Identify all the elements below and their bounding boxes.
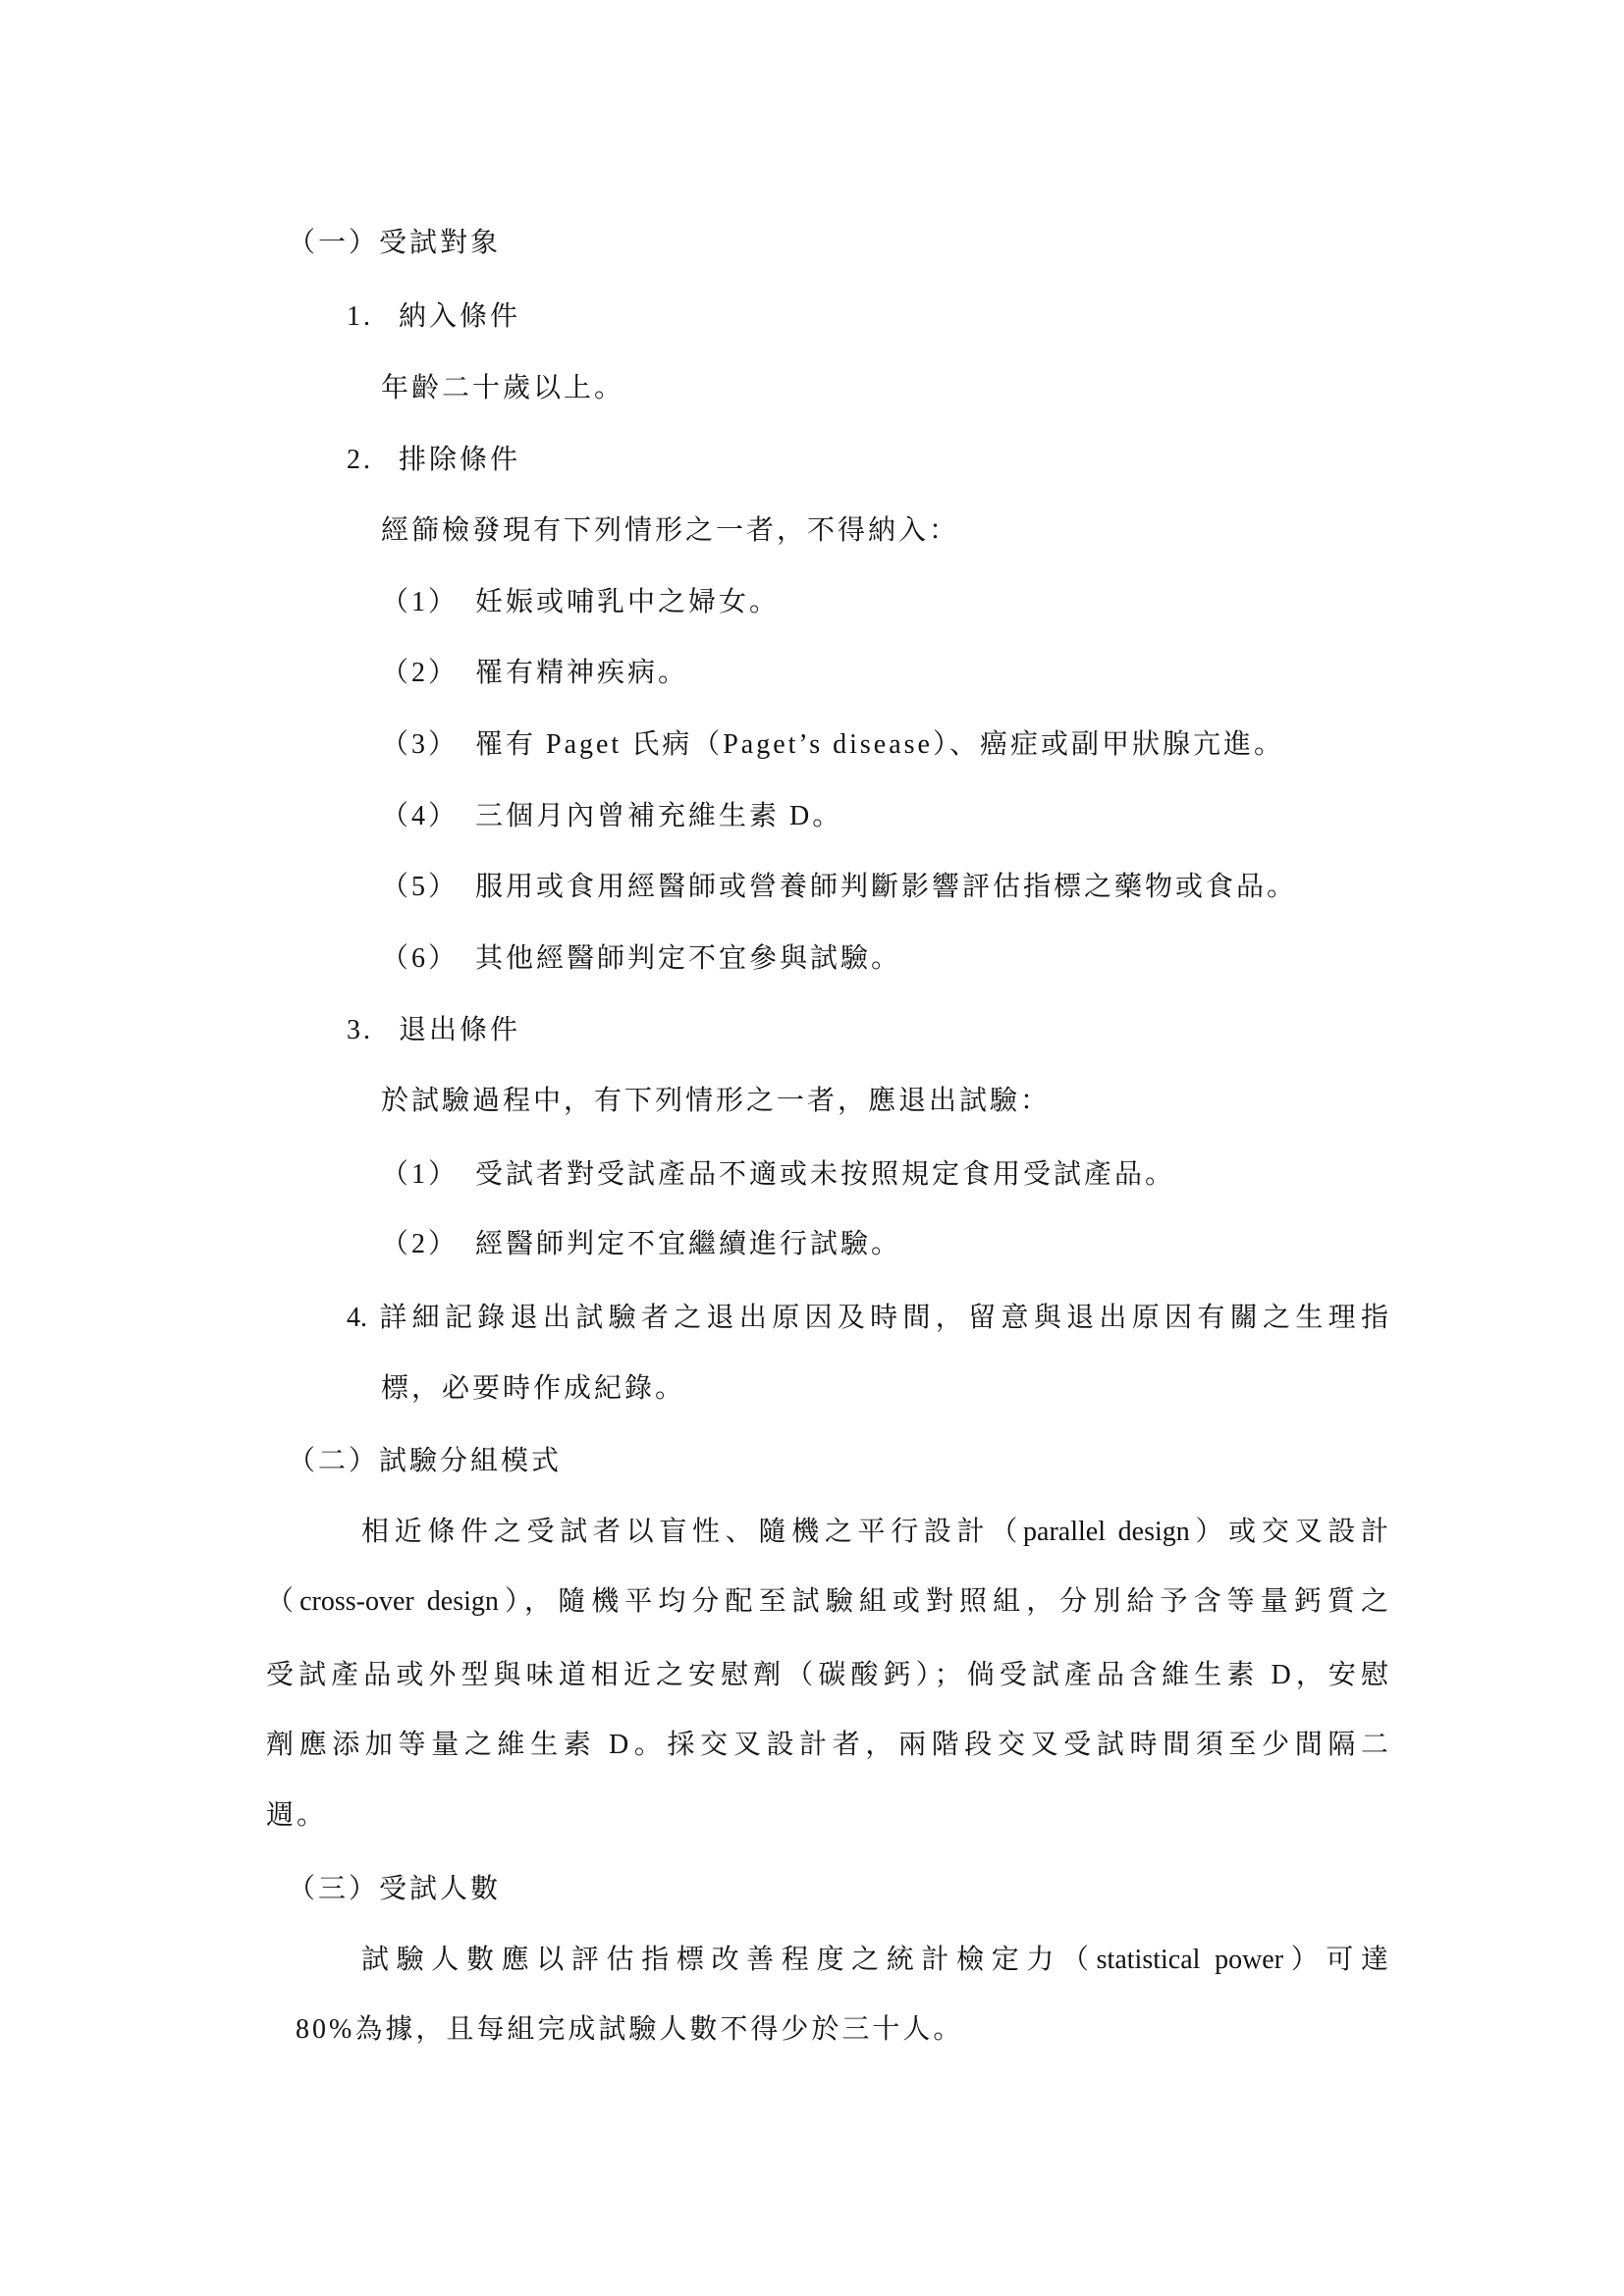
inclusion-heading: 納入條件	[399, 301, 521, 332]
sample-size-paragraph-line: 80%為據，且每組完成試驗人數不得少於三十人。	[296, 2014, 964, 2045]
grouping-paragraph-line: 受試產品或外型與味道相近之安慰劑（碳酸鈣）；倘受試產品含維生素 D，安慰	[266, 1660, 1388, 1690]
exclusion-item-text: 罹有 Paget 氏病（Paget’s disease）、癌症或副甲狀腺亢進。	[475, 729, 1284, 760]
exclusion-item-number: （2）	[381, 658, 460, 688]
exclusion-item-number: （1）	[381, 587, 460, 617]
exclusion-intro: 經篩檢發現有下列情形之一者，不得納入：	[381, 515, 960, 546]
section-1-heading: （一）受試對象	[288, 228, 502, 258]
withdrawal-item-number: （2）	[381, 1229, 460, 1259]
withdrawal-item-number: （1）	[381, 1159, 460, 1190]
record-paragraph-line: 標，必要時作成紀錄。	[381, 1373, 686, 1404]
grouping-paragraph-line: 相近條件之受試者以盲性、隨機之平行設計（parallel design）或交叉設計	[361, 1517, 1388, 1547]
sample-size-paragraph-line: 試驗人數應以評估指標改善程度之統計檢定力（statistical power）可達	[361, 1945, 1388, 1975]
exclusion-number: 2.	[347, 445, 373, 475]
record-paragraph-line: 4. 詳細記錄退出試驗者之退出原因及時間，留意與退出原因有關之生理指	[347, 1303, 1388, 1333]
exclusion-heading: 排除條件	[399, 445, 521, 475]
withdrawal-item-text: 經醫師判定不宜繼續進行試驗。	[475, 1229, 902, 1259]
exclusion-item-text: 服用或食用經醫師或營養師判斷影響評估指標之藥物或食品。	[475, 872, 1298, 902]
inclusion-number: 1.	[347, 301, 373, 332]
grouping-paragraph-line: 劑應添加等量之維生素 D。採交叉設計者，兩階段交叉受試時間須至少間隔二	[266, 1730, 1388, 1760]
withdrawal-number: 3.	[347, 1015, 373, 1045]
exclusion-item-text: 罹有精神疾病。	[475, 658, 689, 688]
inclusion-text: 年齡二十歲以上。	[381, 373, 625, 403]
withdrawal-intro: 於試驗過程中，有下列情形之一者，應退出試驗：	[381, 1086, 1052, 1116]
exclusion-item-text: 妊娠或哺乳中之婦女。	[475, 587, 781, 617]
withdrawal-heading: 退出條件	[399, 1015, 521, 1045]
grouping-paragraph-line: 週。	[266, 1800, 328, 1831]
grouping-paragraph-line: （cross-over design），隨機平均分配至試驗組或對照組，分別給予含等量鈣質之	[266, 1586, 1388, 1617]
section-3-heading: （三）受試人數	[288, 1874, 502, 1904]
exclusion-item-text: 其他經醫師判定不宜參與試驗。	[475, 943, 902, 974]
exclusion-item-number: （4）	[381, 801, 460, 831]
exclusion-item-number: （5）	[381, 872, 460, 902]
section-2-heading: （二）試驗分組模式	[288, 1446, 563, 1476]
withdrawal-item-text: 受試者對受試產品不適或未按照規定食用受試產品。	[475, 1159, 1176, 1190]
exclusion-item-number: （3）	[381, 729, 460, 760]
exclusion-item-text: 三個月內曾補充維生素 D。	[475, 801, 843, 831]
exclusion-item-number: （6）	[381, 943, 460, 974]
